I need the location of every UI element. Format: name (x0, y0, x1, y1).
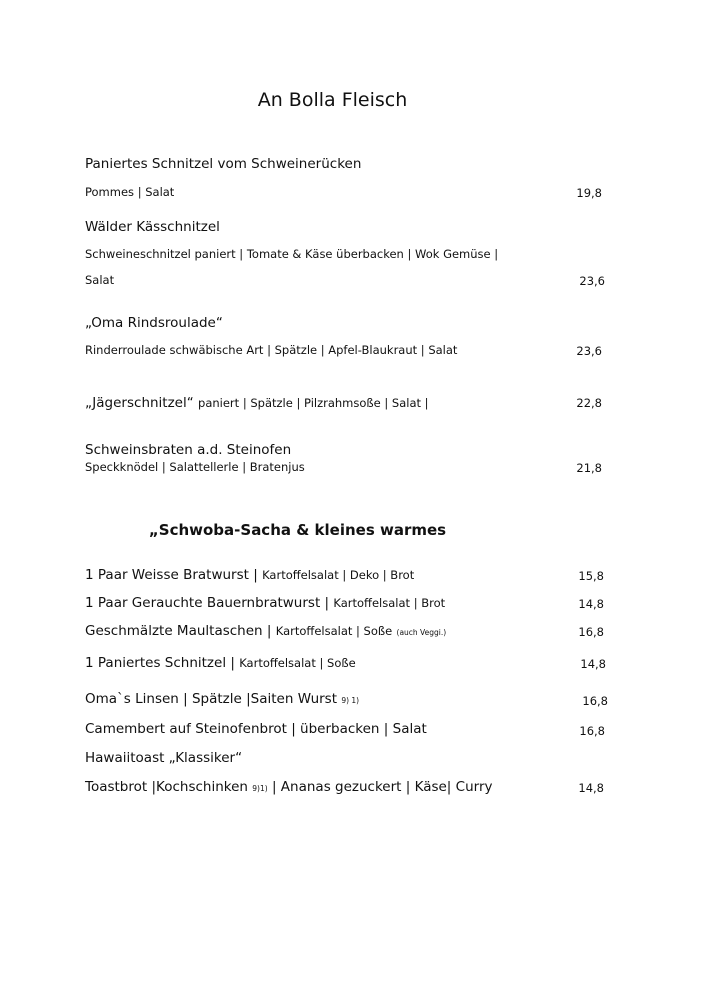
dish-footnote: 9)1) (252, 784, 268, 793)
dish-name: 1 Paniertes Schnitzel | (85, 655, 235, 671)
dish-price: 14,8 (578, 597, 604, 611)
dish-name: Camembert auf Steinofenbrot | überbacken | Salat (85, 721, 427, 737)
dish-description: Kartoffelsalat | Brot (333, 596, 446, 610)
dish-description: Kartoffelsalat | Deko | Brot (262, 568, 415, 582)
dish-description: Salat (85, 273, 115, 287)
dish-price: 23,6 (579, 274, 605, 288)
dish-name: „Jägerschnitzel“ (85, 395, 194, 411)
dish-footnote: 9) 1) (341, 696, 360, 705)
dish-price: 16,8 (582, 694, 608, 708)
dish-name: 1 Paar Weisse Bratwurst | (85, 567, 258, 583)
dish-description: Toastbrot |Kochschinken (85, 779, 248, 795)
dish-row (85, 569, 414, 583)
dish-price: 16,8 (578, 625, 604, 639)
dish-row (85, 597, 445, 611)
dish-name: Oma`s Linsen | Spätzle |Saiten Wurst (85, 691, 338, 707)
dish-row (85, 693, 359, 707)
dish-description: Pommes | Salat (85, 185, 175, 199)
dish-description: | Ananas gezuckert | Käse| Curry (271, 779, 493, 795)
dish-price: 16,8 (579, 724, 605, 738)
dish-description: Rinderroulade schwäbische Art | Spätzle | Apfel-Blaukraut | Salat (85, 343, 458, 357)
page-title: An Bolla Fleisch (257, 89, 408, 111)
dish-name: Wälder Kässchnitzel (85, 219, 220, 235)
dish-price: 14,8 (578, 781, 604, 795)
dish-row (85, 397, 429, 411)
dish-price: 22,8 (576, 396, 602, 410)
dish-note: (auch Veggi.) (396, 628, 447, 637)
dish-row (85, 625, 446, 639)
dish-price: 21,8 (576, 461, 602, 475)
dish-row (85, 781, 492, 795)
dish-name: „Oma Rindsroulade“ (85, 315, 223, 331)
dish-name: 1 Paar Gerauchte Bauernbratwurst | (85, 595, 330, 611)
dish-description: Schweineschnitzel paniert | Tomate & Käse überbacken | Wok Gemüse | (85, 247, 499, 261)
dish-name: Geschmälzte Maultaschen | (85, 623, 272, 639)
dish-name: Paniertes Schnitzel vom Schweinerücken (85, 156, 362, 172)
dish-price: 14,8 (580, 657, 606, 671)
dish-price: 15,8 (578, 569, 604, 583)
dish-price: 23,6 (576, 344, 602, 358)
section-title: „Schwoba-Sacha & kleines warmes (148, 521, 447, 539)
dish-row (85, 657, 356, 671)
dish-description: Kartoffelsalat | Soße (275, 624, 393, 638)
dish-name: Schweinsbraten a.d. Steinofen (85, 442, 292, 458)
dish-price: 19,8 (576, 186, 602, 200)
dish-description: Speckknödel | Salattellerle | Bratenjus (85, 460, 305, 474)
dish-description: Kartoffelsalat | Soße (239, 656, 356, 670)
dish-name: Hawaiitoast „Klassiker“ (85, 750, 243, 766)
dish-description: paniert | Spätzle | Pilzrahmsoße | Salat | (198, 396, 429, 410)
